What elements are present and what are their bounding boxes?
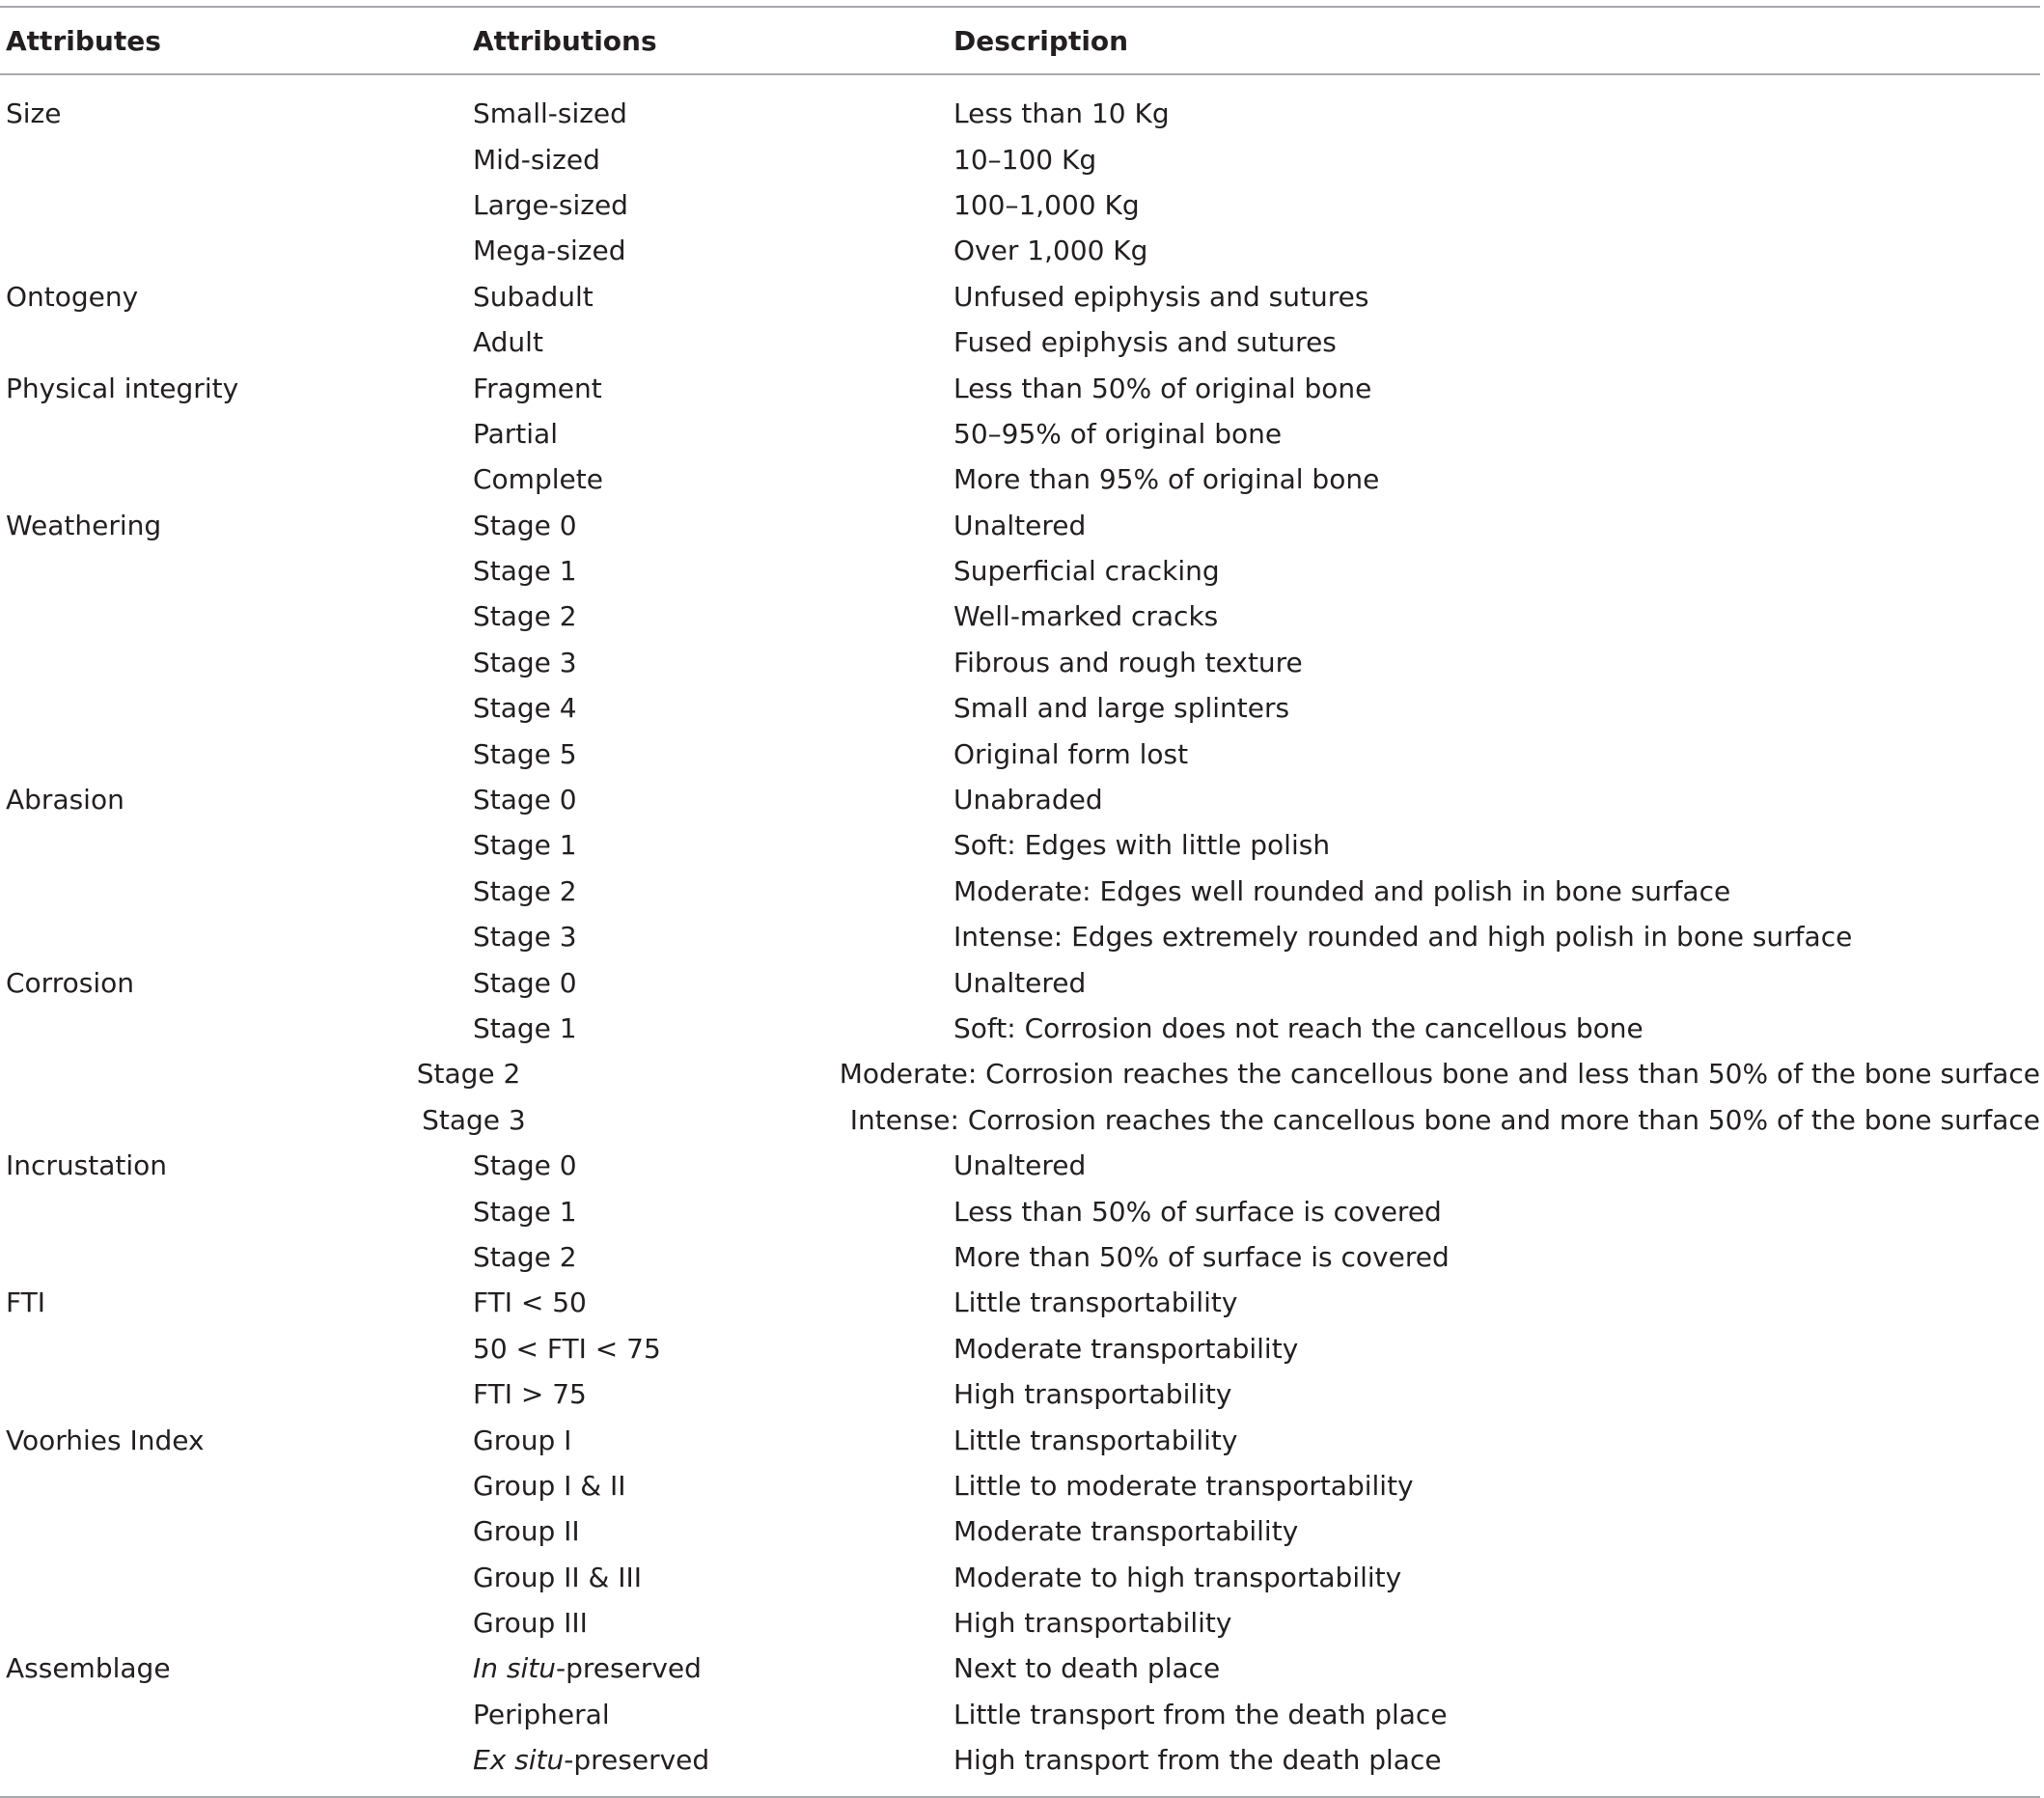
table-row <box>0 1280 2040 1325</box>
table-row <box>0 685 2040 731</box>
cell-attribute: Assemblage <box>6 1652 171 1685</box>
cell-attribution: 50 < FTI < 75 <box>473 1332 661 1365</box>
table-row <box>0 1143 2040 1188</box>
data-table <box>0 6 2040 1798</box>
cell-attribution: Stage 3 <box>473 921 577 954</box>
table-row <box>0 1188 2040 1233</box>
table-row <box>0 503 2040 548</box>
cell-description: Over 1,000 Kg <box>953 235 1148 267</box>
table-row <box>0 1646 2040 1691</box>
cell-description: 100–1,000 Kg <box>953 188 1140 221</box>
cell-attribution: Complete <box>473 463 603 496</box>
cell-attribution: Subadult <box>473 280 594 313</box>
table-row <box>0 1463 2040 1508</box>
cell-description: 10–100 Kg <box>953 143 1097 176</box>
cell-description: Fibrous and rough texture <box>953 646 1303 678</box>
cell-attribute: Corrosion <box>6 966 134 999</box>
cell-attribution: Stage 3 <box>422 1103 526 1136</box>
cell-description: Small and large splinters <box>953 692 1290 725</box>
cell-attribution: Stage 0 <box>473 1149 577 1182</box>
cell-attribution: Stage 2 <box>473 1240 577 1273</box>
cell-description: Less than 50% of surface is covered <box>953 1195 1442 1228</box>
table-row <box>0 548 2040 594</box>
table-row <box>0 274 2040 319</box>
cell-attribution: Large-sized <box>473 188 628 221</box>
cell-description: 50–95% of original bone <box>953 417 1283 450</box>
table-row <box>0 640 2040 685</box>
header-attributes: Attributes <box>6 24 161 57</box>
cell-attribute: Weathering <box>6 509 162 541</box>
cell-attribute: Physical integrity <box>6 372 239 404</box>
cell-description: Moderate to high transportability <box>953 1561 1402 1593</box>
table-row <box>0 1508 2040 1554</box>
table-row <box>0 136 2040 181</box>
table-row <box>0 959 2040 1005</box>
cell-description: Moderate transportability <box>953 1515 1299 1548</box>
cell-description: Less than 50% of original bone <box>953 372 1372 404</box>
cell-attribution: Stage 1 <box>473 1195 577 1228</box>
table-row <box>0 228 2040 273</box>
cell-attribution: Adult <box>473 326 543 359</box>
table-row <box>0 777 2040 822</box>
cell-description: High transportability <box>953 1607 1232 1640</box>
table-row <box>0 869 2040 914</box>
cell-attribution: Mid-sized <box>473 143 600 176</box>
cell-attribution: Fragment <box>473 372 602 404</box>
table-row <box>0 1051 2040 1096</box>
cell-description: High transportability <box>953 1378 1232 1411</box>
cell-attribution: Stage 4 <box>473 692 577 725</box>
cell-attribute: Abrasion <box>6 784 124 816</box>
cell-attribution: Stage 1 <box>473 829 577 862</box>
cell-description: Next to death place <box>953 1652 1221 1685</box>
table-row <box>0 182 2040 228</box>
cell-attribution: Group I & II <box>473 1469 626 1502</box>
cell-description: Unaltered <box>953 509 1087 541</box>
cell-description: Intense: Edges extremely rounded and high polish in bone surface <box>953 921 1853 954</box>
cell-description: Well-marked cracks <box>953 600 1219 633</box>
cell-attribution: Stage 1 <box>473 555 577 588</box>
cell-attribution: Stage 0 <box>473 784 577 816</box>
cell-description: Intense: Corrosion reaches the cancellous bone and more than 50% of the bone surface <box>849 1103 2040 1136</box>
cell-description: Moderate transportability <box>953 1332 1299 1365</box>
cell-description: Little transportability <box>953 1286 1238 1319</box>
cell-attribute: Voorhies Index <box>6 1424 205 1456</box>
table-header <box>0 8 2040 73</box>
cell-attribution: Stage 2 <box>473 600 577 633</box>
table-row <box>0 1097 2040 1143</box>
cell-attribution: Stage 3 <box>473 646 577 678</box>
table-row <box>0 91 2040 136</box>
table-row <box>0 731 2040 776</box>
cell-attribution: Small-sized <box>473 97 627 130</box>
cell-attribution: Stage 2 <box>473 874 577 907</box>
cell-description: Little transport from the death place <box>953 1698 1448 1730</box>
table-row <box>0 1371 2040 1417</box>
cell-description: More than 95% of original bone <box>953 463 1380 496</box>
cell-description: Moderate: Corrosion reaches the cancellous bone and less than 50% of the bone surface <box>839 1058 2040 1091</box>
cell-description: Unaltered <box>953 1149 1087 1182</box>
cell-attribution: Group III <box>473 1607 588 1640</box>
cell-description: Soft: Corrosion does not reach the cancellous bone <box>953 1012 1643 1044</box>
cell-attribution: Stage 1 <box>473 1012 577 1044</box>
table-row <box>0 822 2040 868</box>
table-row <box>0 1555 2040 1600</box>
cell-description: Little to moderate transportability <box>953 1469 1414 1502</box>
cell-attribution: Partial <box>473 417 558 450</box>
table-row <box>0 1600 2040 1646</box>
table-body <box>0 75 2040 1796</box>
cell-attribute: Ontogeny <box>6 280 139 313</box>
cell-attribution: Stage 2 <box>416 1058 521 1091</box>
table-row <box>0 456 2040 502</box>
cell-description: Original form lost <box>953 737 1189 770</box>
cell-attribute: FTI <box>6 1286 45 1319</box>
table-row <box>0 1006 2040 1051</box>
cell-attribution: Group II & III <box>473 1561 643 1593</box>
table-row <box>0 411 2040 456</box>
cell-attribution: Stage 5 <box>473 737 577 770</box>
table-row <box>0 1234 2040 1280</box>
table-row <box>0 365 2040 410</box>
table-row <box>0 1692 2040 1737</box>
table-row <box>0 1326 2040 1371</box>
table-row <box>0 1417 2040 1462</box>
cell-attribute: Size <box>6 97 62 130</box>
cell-description: Less than 10 Kg <box>953 97 1170 130</box>
cell-description: Fused epiphysis and sutures <box>953 326 1337 359</box>
cell-description: High transport from the death place <box>953 1744 1442 1777</box>
cell-attribution: Peripheral <box>473 1698 610 1730</box>
cell-attribution: Stage 0 <box>473 966 577 999</box>
header-description: Description <box>953 24 1129 57</box>
cell-attribution <box>473 1652 953 1684</box>
cell-description: Unabraded <box>953 784 1103 816</box>
cell-attribution: FTI > 75 <box>473 1378 587 1411</box>
cell-attribution: Stage 0 <box>473 509 577 541</box>
cell-description: Unaltered <box>953 966 1087 999</box>
cell-attribution: Mega-sized <box>473 235 626 267</box>
cell-attribution-italic: Ex situ <box>473 1744 565 1777</box>
table-row <box>0 319 2040 365</box>
cell-attribution: FTI < 50 <box>473 1286 587 1319</box>
cell-description: Unfused epiphysis and sutures <box>953 280 1369 313</box>
cell-description: Superficial cracking <box>953 555 1220 588</box>
cell-description: More than 50% of surface is covered <box>953 1240 1450 1273</box>
cell-attribution-italic: In situ <box>473 1652 556 1685</box>
cell-attribution-rest: -preserved <box>564 1744 710 1777</box>
cell-attribution-rest: -preserved <box>556 1652 702 1685</box>
cell-description: Moderate: Edges well rounded and polish in bone surface <box>953 874 1731 907</box>
table-row <box>0 1737 2040 1783</box>
table-row <box>0 914 2040 959</box>
cell-description: Little transportability <box>953 1424 1238 1456</box>
cell-attribution <box>473 1744 953 1776</box>
cell-attribution: Group I <box>473 1424 572 1456</box>
table-row <box>0 594 2040 639</box>
cell-attribution: Group II <box>473 1515 580 1548</box>
cell-description: Soft: Edges with little polish <box>953 829 1331 862</box>
cell-attribute: Incrustation <box>6 1149 168 1182</box>
header-attributions: Attributions <box>473 24 657 57</box>
